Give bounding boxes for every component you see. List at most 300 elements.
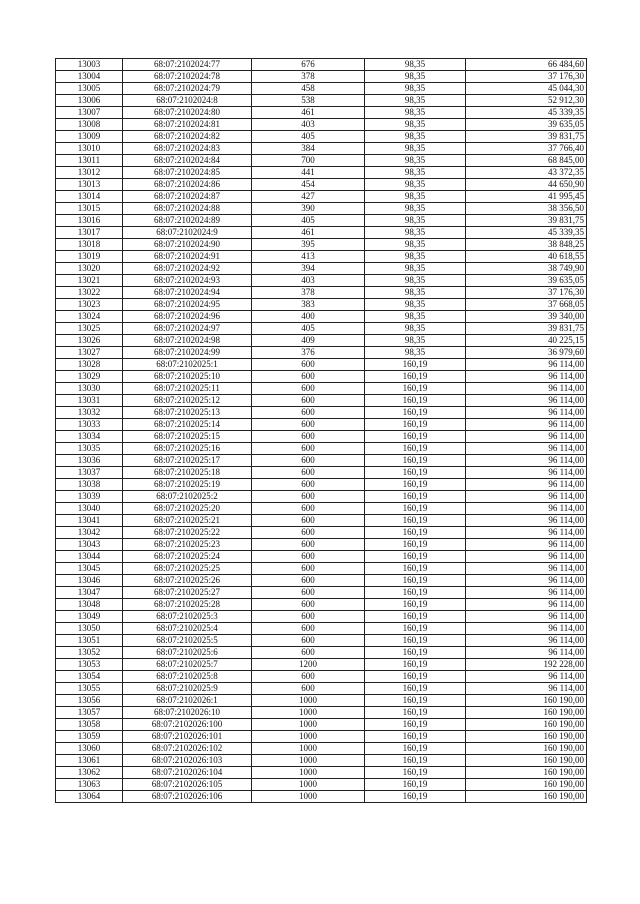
rate-cell: 160,19: [365, 467, 466, 479]
table-row: [56, 299, 587, 311]
rate-cell: 98,35: [365, 71, 466, 83]
cadastral-value-table: [55, 58, 587, 803]
cadastral-number-cell: 68:07:2102025:22: [123, 527, 252, 539]
rate-cell: 160,19: [365, 659, 466, 671]
row-number-cell: 13046: [56, 575, 123, 587]
table-row: [56, 479, 587, 491]
rate-cell: 98,35: [365, 311, 466, 323]
cadastral-number-cell: 68:07:2102024:84: [123, 155, 252, 167]
area-cell: 600: [252, 515, 365, 527]
table-row: [56, 239, 587, 251]
area-cell: 390: [252, 203, 365, 215]
value-cell: 96 114,00: [466, 431, 587, 443]
cadastral-number-cell: 68:07:2102024:97: [123, 323, 252, 335]
value-cell: 96 114,00: [466, 527, 587, 539]
cadastral-number-cell: 68:07:2102024:89: [123, 215, 252, 227]
cadastral-number-cell: 68:07:2102025:26: [123, 575, 252, 587]
area-cell: 394: [252, 263, 365, 275]
rate-cell: 98,35: [365, 227, 466, 239]
row-number-cell: 13054: [56, 671, 123, 683]
rate-cell: 98,35: [365, 59, 466, 71]
value-cell: 96 114,00: [466, 503, 587, 515]
rate-cell: 160,19: [365, 563, 466, 575]
table-row: [56, 527, 587, 539]
rate-cell: 98,35: [365, 239, 466, 251]
cadastral-number-cell: 68:07:2102024:85: [123, 167, 252, 179]
cadastral-number-cell: 68:07:2102024:8: [123, 95, 252, 107]
value-cell: 39 635,05: [466, 119, 587, 131]
table-row: [56, 455, 587, 467]
rate-cell: 160,19: [365, 371, 466, 383]
row-number-cell: 13010: [56, 143, 123, 155]
row-number-cell: 13029: [56, 371, 123, 383]
table-row: [56, 755, 587, 767]
value-cell: 192 228,00: [466, 659, 587, 671]
area-cell: 600: [252, 371, 365, 383]
cadastral-number-cell: 68:07:2102025:2: [123, 491, 252, 503]
row-number-cell: 13007: [56, 107, 123, 119]
row-number-cell: 13060: [56, 743, 123, 755]
table-row: [56, 215, 587, 227]
rate-cell: 98,35: [365, 179, 466, 191]
area-cell: 405: [252, 323, 365, 335]
row-number-cell: 13021: [56, 275, 123, 287]
cadastral-number-cell: 68:07:2102025:3: [123, 611, 252, 623]
row-number-cell: 13063: [56, 779, 123, 791]
table-row: [56, 575, 587, 587]
area-cell: 600: [252, 419, 365, 431]
row-number-cell: 13024: [56, 311, 123, 323]
cadastral-number-cell: 68:07:2102025:20: [123, 503, 252, 515]
value-cell: 44 650,90: [466, 179, 587, 191]
table-row: [56, 335, 587, 347]
area-cell: 600: [252, 683, 365, 695]
value-cell: 96 114,00: [466, 455, 587, 467]
cadastral-number-cell: 68:07:2102024:78: [123, 71, 252, 83]
value-cell: 43 372,35: [466, 167, 587, 179]
value-cell: 39 831,75: [466, 323, 587, 335]
value-cell: 96 114,00: [466, 443, 587, 455]
row-number-cell: 13052: [56, 647, 123, 659]
cadastral-number-cell: 68:07:2102025:13: [123, 407, 252, 419]
rate-cell: 160,19: [365, 719, 466, 731]
row-number-cell: 13048: [56, 599, 123, 611]
rate-cell: 98,35: [365, 143, 466, 155]
table-row: [56, 779, 587, 791]
rate-cell: 98,35: [365, 287, 466, 299]
cadastral-number-cell: 68:07:2102026:102: [123, 743, 252, 755]
rate-cell: 160,19: [365, 671, 466, 683]
cadastral-number-cell: 68:07:2102024:79: [123, 83, 252, 95]
value-cell: 40 618,55: [466, 251, 587, 263]
row-number-cell: 13012: [56, 167, 123, 179]
value-cell: 37 176,30: [466, 71, 587, 83]
row-number-cell: 13056: [56, 695, 123, 707]
area-cell: 1000: [252, 767, 365, 779]
area-cell: 1000: [252, 731, 365, 743]
cadastral-number-cell: 68:07:2102025:16: [123, 443, 252, 455]
area-cell: 600: [252, 623, 365, 635]
area-cell: 441: [252, 167, 365, 179]
cadastral-number-cell: 68:07:2102024:95: [123, 299, 252, 311]
cadastral-number-cell: 68:07:2102025:17: [123, 455, 252, 467]
value-cell: 39 831,75: [466, 215, 587, 227]
area-cell: 600: [252, 479, 365, 491]
cadastral-number-cell: 68:07:2102024:83: [123, 143, 252, 155]
value-cell: 96 114,00: [466, 407, 587, 419]
value-cell: 96 114,00: [466, 515, 587, 527]
cadastral-number-cell: 68:07:2102024:91: [123, 251, 252, 263]
row-number-cell: 13044: [56, 551, 123, 563]
value-cell: 39 831,75: [466, 131, 587, 143]
table-row: [56, 515, 587, 527]
rate-cell: 98,35: [365, 155, 466, 167]
table-row: [56, 635, 587, 647]
area-cell: 395: [252, 239, 365, 251]
rate-cell: 160,19: [365, 683, 466, 695]
cadastral-number-cell: 68:07:2102024:82: [123, 131, 252, 143]
area-cell: 403: [252, 275, 365, 287]
table-row: [56, 407, 587, 419]
value-cell: 96 114,00: [466, 491, 587, 503]
row-number-cell: 13038: [56, 479, 123, 491]
value-cell: 96 114,00: [466, 371, 587, 383]
cadastral-number-cell: 68:07:2102024:77: [123, 59, 252, 71]
value-cell: 96 114,00: [466, 467, 587, 479]
rate-cell: 98,35: [365, 347, 466, 359]
table-row: [56, 131, 587, 143]
value-cell: 45 339,35: [466, 227, 587, 239]
rate-cell: 160,19: [365, 527, 466, 539]
cadastral-number-cell: 68:07:2102025:11: [123, 383, 252, 395]
row-number-cell: 13055: [56, 683, 123, 695]
rate-cell: 160,19: [365, 611, 466, 623]
rate-cell: 160,19: [365, 791, 466, 803]
row-number-cell: 13023: [56, 299, 123, 311]
rate-cell: 160,19: [365, 647, 466, 659]
cadastral-number-cell: 68:07:2102025:6: [123, 647, 252, 659]
table-row: [56, 371, 587, 383]
cadastral-number-cell: 68:07:2102024:88: [123, 203, 252, 215]
value-cell: 96 114,00: [466, 587, 587, 599]
cadastral-number-cell: 68:07:2102025:9: [123, 683, 252, 695]
row-number-cell: 13027: [56, 347, 123, 359]
table-row: [56, 227, 587, 239]
row-number-cell: 13005: [56, 83, 123, 95]
rate-cell: 98,35: [365, 191, 466, 203]
value-cell: 96 114,00: [466, 395, 587, 407]
area-cell: 1200: [252, 659, 365, 671]
row-number-cell: 13019: [56, 251, 123, 263]
cadastral-number-cell: 68:07:2102025:19: [123, 479, 252, 491]
cadastral-number-cell: 68:07:2102024:92: [123, 263, 252, 275]
row-number-cell: 13028: [56, 359, 123, 371]
row-number-cell: 13016: [56, 215, 123, 227]
table-row: [56, 611, 587, 623]
cadastral-number-cell: 68:07:2102026:106: [123, 791, 252, 803]
row-number-cell: 13017: [56, 227, 123, 239]
row-number-cell: 13003: [56, 59, 123, 71]
cadastral-number-cell: 68:07:2102025:8: [123, 671, 252, 683]
table-row: [56, 587, 587, 599]
value-cell: 41 995,45: [466, 191, 587, 203]
rate-cell: 160,19: [365, 755, 466, 767]
table-row: [56, 539, 587, 551]
rate-cell: 160,19: [365, 539, 466, 551]
row-number-cell: 13040: [56, 503, 123, 515]
value-cell: 38 848,25: [466, 239, 587, 251]
area-cell: 538: [252, 95, 365, 107]
table-row: [56, 467, 587, 479]
table-row: [56, 359, 587, 371]
value-cell: 96 114,00: [466, 683, 587, 695]
cadastral-number-cell: 68:07:2102026:100: [123, 719, 252, 731]
area-cell: 409: [252, 335, 365, 347]
row-number-cell: 13008: [56, 119, 123, 131]
table-row: [56, 191, 587, 203]
row-number-cell: 13037: [56, 467, 123, 479]
cadastral-number-cell: 68:07:2102024:93: [123, 275, 252, 287]
value-cell: 96 114,00: [466, 635, 587, 647]
value-cell: 96 114,00: [466, 575, 587, 587]
table-row: [56, 707, 587, 719]
table-row: [56, 419, 587, 431]
row-number-cell: 13004: [56, 71, 123, 83]
rate-cell: 98,35: [365, 251, 466, 263]
cadastral-number-cell: 68:07:2102025:25: [123, 563, 252, 575]
table-row: [56, 275, 587, 287]
value-cell: 37 766,40: [466, 143, 587, 155]
rate-cell: 160,19: [365, 443, 466, 455]
cadastral-number-cell: 68:07:2102025:23: [123, 539, 252, 551]
rate-cell: 160,19: [365, 551, 466, 563]
area-cell: 427: [252, 191, 365, 203]
table-row: [56, 143, 587, 155]
table-row: [56, 323, 587, 335]
row-number-cell: 13062: [56, 767, 123, 779]
rate-cell: 160,19: [365, 503, 466, 515]
cadastral-number-cell: 68:07:2102025:27: [123, 587, 252, 599]
rate-cell: 98,35: [365, 95, 466, 107]
area-cell: 458: [252, 83, 365, 95]
value-cell: 96 114,00: [466, 539, 587, 551]
row-number-cell: 13036: [56, 455, 123, 467]
value-cell: 96 114,00: [466, 647, 587, 659]
cadastral-number-cell: 68:07:2102024:81: [123, 119, 252, 131]
cadastral-number-cell: 68:07:2102026:103: [123, 755, 252, 767]
value-cell: 160 190,00: [466, 707, 587, 719]
row-number-cell: 13041: [56, 515, 123, 527]
area-cell: 454: [252, 179, 365, 191]
area-cell: 378: [252, 287, 365, 299]
cadastral-number-cell: 68:07:2102026:101: [123, 731, 252, 743]
cadastral-number-cell: 68:07:2102026:1: [123, 695, 252, 707]
table-row: [56, 659, 587, 671]
cadastral-number-cell: 68:07:2102024:86: [123, 179, 252, 191]
rate-cell: 160,19: [365, 587, 466, 599]
row-number-cell: 13049: [56, 611, 123, 623]
cadastral-number-cell: 68:07:2102025:10: [123, 371, 252, 383]
table-row: [56, 563, 587, 575]
value-cell: 36 979,60: [466, 347, 587, 359]
area-cell: 600: [252, 551, 365, 563]
area-cell: 384: [252, 143, 365, 155]
value-cell: 96 114,00: [466, 383, 587, 395]
table-row: [56, 383, 587, 395]
area-cell: 600: [252, 383, 365, 395]
cadastral-number-cell: 68:07:2102025:12: [123, 395, 252, 407]
row-number-cell: 13043: [56, 539, 123, 551]
value-cell: 160 190,00: [466, 731, 587, 743]
row-number-cell: 13053: [56, 659, 123, 671]
table-row: [56, 287, 587, 299]
rate-cell: 98,35: [365, 299, 466, 311]
rate-cell: 98,35: [365, 107, 466, 119]
rate-cell: 160,19: [365, 455, 466, 467]
rate-cell: 160,19: [365, 395, 466, 407]
value-cell: 68 845,00: [466, 155, 587, 167]
table-row: [56, 767, 587, 779]
area-cell: 1000: [252, 755, 365, 767]
rate-cell: 98,35: [365, 335, 466, 347]
row-number-cell: 13026: [56, 335, 123, 347]
cadastral-number-cell: 68:07:2102025:4: [123, 623, 252, 635]
rate-cell: 160,19: [365, 731, 466, 743]
row-number-cell: 13006: [56, 95, 123, 107]
table-row: [56, 551, 587, 563]
rate-cell: 160,19: [365, 431, 466, 443]
row-number-cell: 13030: [56, 383, 123, 395]
table-row: [56, 599, 587, 611]
area-cell: 600: [252, 467, 365, 479]
value-cell: 38 749,90: [466, 263, 587, 275]
value-cell: 160 190,00: [466, 767, 587, 779]
cadastral-number-cell: 68:07:2102025:18: [123, 467, 252, 479]
value-cell: 96 114,00: [466, 671, 587, 683]
rate-cell: 98,35: [365, 119, 466, 131]
area-cell: 1000: [252, 695, 365, 707]
table-row: [56, 647, 587, 659]
area-cell: 413: [252, 251, 365, 263]
value-cell: 37 176,30: [466, 287, 587, 299]
rate-cell: 98,35: [365, 83, 466, 95]
area-cell: 600: [252, 503, 365, 515]
value-cell: 39 635,05: [466, 275, 587, 287]
table-row: [56, 503, 587, 515]
row-number-cell: 13057: [56, 707, 123, 719]
table-row: [56, 59, 587, 71]
table-row: [56, 251, 587, 263]
cadastral-number-cell: 68:07:2102025:24: [123, 551, 252, 563]
area-cell: 600: [252, 407, 365, 419]
table-row: [56, 347, 587, 359]
table-row: [56, 203, 587, 215]
row-number-cell: 13025: [56, 323, 123, 335]
rate-cell: 98,35: [365, 323, 466, 335]
row-number-cell: 13020: [56, 263, 123, 275]
cadastral-number-cell: 68:07:2102024:90: [123, 239, 252, 251]
table-row: [56, 119, 587, 131]
value-cell: 160 190,00: [466, 779, 587, 791]
area-cell: 376: [252, 347, 365, 359]
rate-cell: 98,35: [365, 167, 466, 179]
rate-cell: 160,19: [365, 707, 466, 719]
area-cell: 600: [252, 563, 365, 575]
area-cell: 378: [252, 71, 365, 83]
value-cell: 160 190,00: [466, 755, 587, 767]
value-cell: 37 668,05: [466, 299, 587, 311]
area-cell: 1000: [252, 791, 365, 803]
area-cell: 600: [252, 431, 365, 443]
table-row: [56, 443, 587, 455]
cadastral-number-cell: 68:07:2102025:28: [123, 599, 252, 611]
value-cell: 96 114,00: [466, 611, 587, 623]
value-cell: 96 114,00: [466, 563, 587, 575]
cadastral-number-cell: 68:07:2102025:5: [123, 635, 252, 647]
table-row: [56, 179, 587, 191]
rate-cell: 160,19: [365, 599, 466, 611]
table-row: [56, 95, 587, 107]
row-number-cell: 13022: [56, 287, 123, 299]
rate-cell: 98,35: [365, 263, 466, 275]
area-cell: 600: [252, 539, 365, 551]
rate-cell: 160,19: [365, 479, 466, 491]
row-number-cell: 13018: [56, 239, 123, 251]
area-cell: 600: [252, 611, 365, 623]
table-row: [56, 743, 587, 755]
table-row: [56, 107, 587, 119]
value-cell: 66 484,60: [466, 59, 587, 71]
table-row: [56, 395, 587, 407]
area-cell: 403: [252, 119, 365, 131]
row-number-cell: 13035: [56, 443, 123, 455]
row-number-cell: 13013: [56, 179, 123, 191]
cadastral-number-cell: 68:07:2102025:21: [123, 515, 252, 527]
table-row: [56, 683, 587, 695]
area-cell: 600: [252, 527, 365, 539]
value-cell: 38 356,50: [466, 203, 587, 215]
area-cell: 676: [252, 59, 365, 71]
row-number-cell: 13015: [56, 203, 123, 215]
value-cell: 45 044,30: [466, 83, 587, 95]
cadastral-number-cell: 68:07:2102024:80: [123, 107, 252, 119]
value-cell: 52 912,30: [466, 95, 587, 107]
value-cell: 160 190,00: [466, 695, 587, 707]
row-number-cell: 13064: [56, 791, 123, 803]
rate-cell: 160,19: [365, 743, 466, 755]
value-cell: 40 225,15: [466, 335, 587, 347]
value-cell: 160 190,00: [466, 791, 587, 803]
value-cell: 96 114,00: [466, 599, 587, 611]
area-cell: 405: [252, 215, 365, 227]
table-row: [56, 695, 587, 707]
cadastral-number-cell: 68:07:2102024:98: [123, 335, 252, 347]
value-cell: 96 114,00: [466, 551, 587, 563]
row-number-cell: 13033: [56, 419, 123, 431]
table-row: [56, 431, 587, 443]
table-row: [56, 71, 587, 83]
area-cell: 461: [252, 227, 365, 239]
area-cell: 600: [252, 599, 365, 611]
area-cell: 600: [252, 587, 365, 599]
row-number-cell: 13032: [56, 407, 123, 419]
area-cell: 600: [252, 635, 365, 647]
row-number-cell: 13047: [56, 587, 123, 599]
row-number-cell: 13031: [56, 395, 123, 407]
row-number-cell: 13042: [56, 527, 123, 539]
table-row: [56, 623, 587, 635]
area-cell: 1000: [252, 743, 365, 755]
